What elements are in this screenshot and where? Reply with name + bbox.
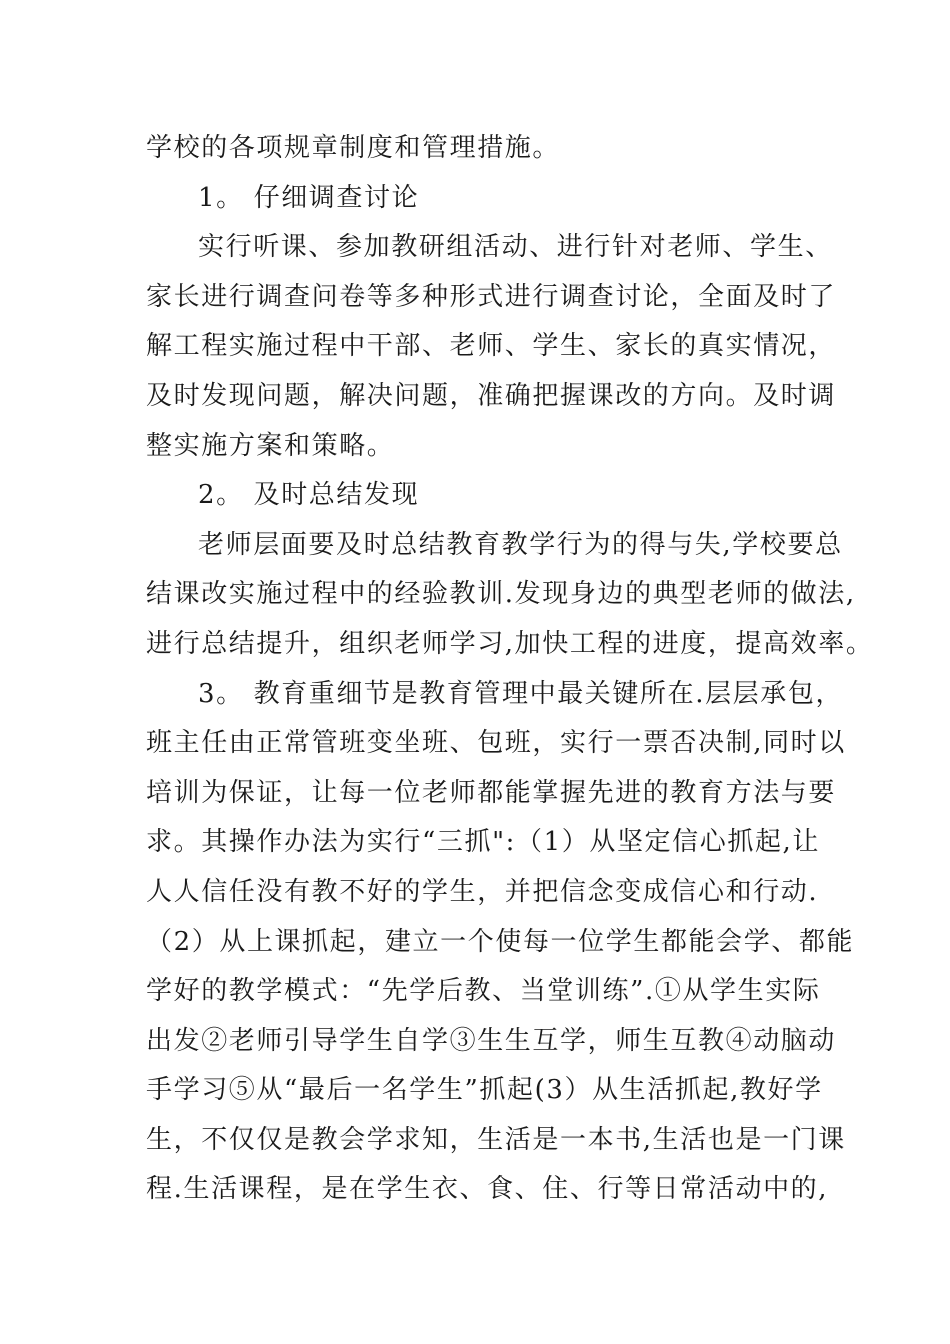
text-line: （2）从上课抓起，建立一个使每一位学生都能会学、都能 xyxy=(146,926,855,957)
text-line: 求。其操作办法为实行“三抓":（1）从坚定信心抓起,让 xyxy=(146,827,821,858)
text-line: 人人信任没有教不好的学生，并把信念变成信心和行动. xyxy=(146,876,819,907)
text-line: 生，不仅仅是教会学求知，生活是一本书,生活也是一门课 xyxy=(146,1124,846,1155)
text-line: 出发②老师引导学生自学③生生互学，师生互教④动脑动 xyxy=(146,1025,837,1056)
text-line: 及时发现问题，解决问题，准确把握课改的方向。及时调 xyxy=(146,380,837,411)
text-line: 家长进行调查问卷等多种形式进行调查讨论，全面及时了 xyxy=(146,281,837,312)
text-line: 实行听课、参加教研组活动、进行针对老师、学生、 xyxy=(198,232,833,263)
text-line: 老师层面要及时总结教育教学行为的得与失,学校要总 xyxy=(198,529,843,560)
text-line: 学好的教学模式：“先学后教、当堂训练”.①从学生实际 xyxy=(146,976,821,1007)
text-line: 结课改实施过程中的经验教训.发现身边的典型老师的做法, xyxy=(146,579,856,610)
body-text xyxy=(146,124,874,1215)
text-line: 手学习⑤从“最后一名学生”抓起(3）从生活抓起,教好学 xyxy=(146,1075,823,1106)
text-line: 解工程实施过程中干部、老师、学生、家长的真实情况， xyxy=(146,331,837,362)
text-line: 班主任由正常管班变坐班、包班，实行一票否决制,同时以 xyxy=(146,728,846,759)
text-line: 整实施方案和策略。 xyxy=(146,430,395,461)
section-heading-3: 3。 教育重细节是教育管理中最关键所在.层层承包， xyxy=(198,678,844,709)
text-line: 学校的各项规章制度和管理措施。 xyxy=(146,133,561,163)
text-line: 进行总结提升，组织老师学习,加快工程的进度，提高效率。 xyxy=(146,628,874,659)
section-heading-1: 1。 仔细调查讨论 xyxy=(198,182,420,213)
text-line: 培训为保证，让每一位老师都能掌握先进的教育方法与要 xyxy=(146,777,837,808)
text-line: 程.生活课程，是在学生衣、食、住、行等日常活动中的, xyxy=(146,1174,829,1205)
section-heading-2: 2。 及时总结发现 xyxy=(198,480,420,511)
